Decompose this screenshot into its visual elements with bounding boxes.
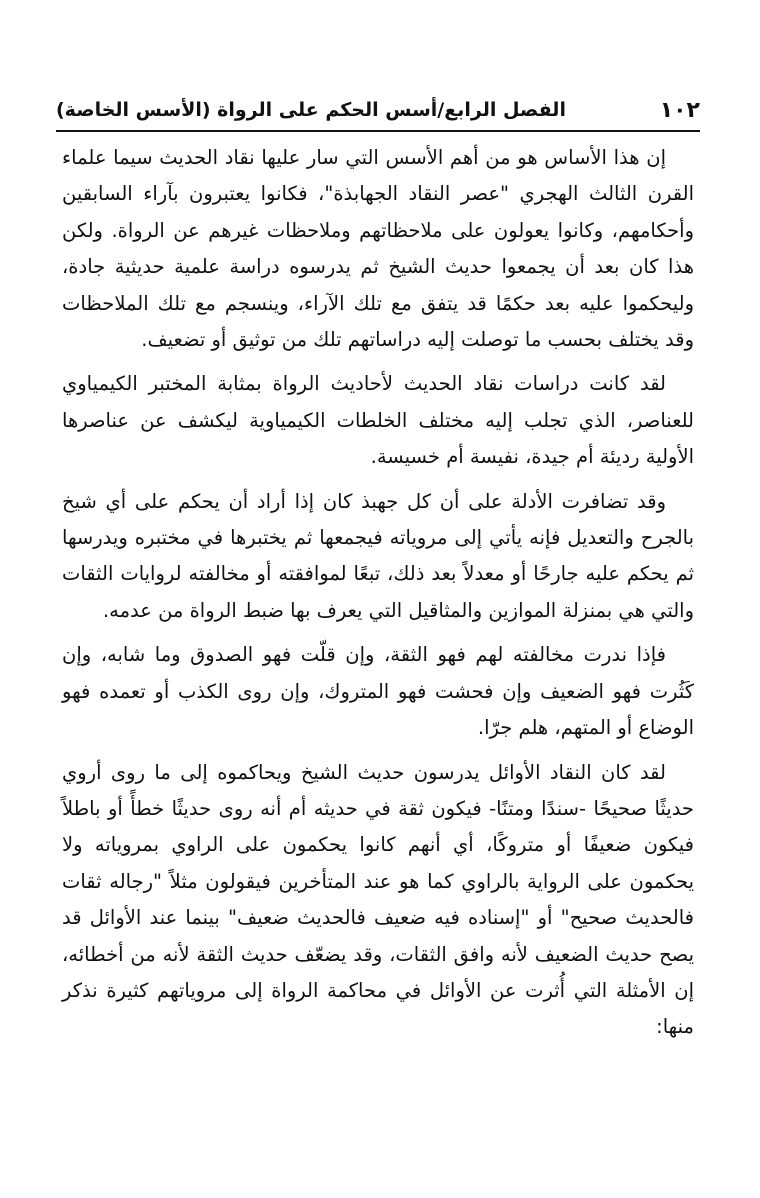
chapter-title: الفصل الرابع/أسس الحكم على الرواة (الأسس الخاصة) <box>56 99 566 121</box>
body-text <box>62 140 694 1054</box>
page-number: ١٠٢ <box>659 97 700 123</box>
paragraph: لقد كان النقاد الأوائل يدرسون حديث الشيخ ويحاكموه إلى ما روى أروي حديثًا صحيحًا -سندًا ومتنًا- فيكون ثقة في حديثه أم أنه روى حديثًا خطأً أو باطلاً فيكون ضعيفًا أو متروكًا، أي أنهم كانوا يحكمون على الراوي بمروياته ولا يحكمون على الرواية بالراوي كما هو عند المتأخرين فيقولون مثلاً "رجاله ثقات فالحديث صحيح" أو "إسناده فيه ضعيف فالحديث ضعيف" بينما عند الأوائل قد يصح حديث الضعيف لأنه وافق الثقات، وقد يضعّف حديث الثقة لأنه من أخطائه، إن الأمثلة التي أُثرت عن الأوائل في محاكمة الرواة إلى مروياتهم كثيرة نذكر منها: <box>62 760 694 1039</box>
running-header <box>56 90 700 132</box>
paragraph: فإذا ندرت مخالفته لهم فهو الثقة، وإن قلّت فهو الصدوق وما شابه، وإن كَثُرت فهو الضعيف وإن فحشت فهو المتروك، وإن روى الكذب أو تعمده فهو الوضاع أو المتهم، هلم جرّا. <box>62 643 694 740</box>
paragraph: إن هذا الأساس هو من أهم الأسس التي سار عليها نقاد الحديث سيما علماء القرن الثالث الهجري "عصر النقاد الجهابذة"، فكانوا يعتبرون بآراء السابقين وأحكامهم، وكانوا يعولون على ملاحظاتهم وملاحظات غيرهم عن الرواة. ولكن هذا كان بعد أن يجمعوا حديث الشيخ ثم يدرسوه دراسة علمية حديثية جادة، وليحكموا عليه بعد حكمًا قد يتفق مع تلك الآراء، وينسجم مع تلك الملاحظات وقد يختلف بحسب ما توصلت إليه دراساتهم تلك من توثيق أو تضعيف. <box>62 146 694 352</box>
paragraph: لقد كانت دراسات نقاد الحديث لأحاديث الرواة بمثابة المختبر الكيمياوي للعناصر، الذي تجلب إليه مختلف الخلطات الكيمياوية ليكشف عن عناصرها الأولية رديئة أم جيدة، نفيسة أم خسيسة. <box>62 372 694 469</box>
paragraph: وقد تضافرت الأدلة على أن كل جهبذ كان إذا أراد أن يحكم على أي شيخ بالجرح والتعديل فإنه يأتي إلى مروياته فيجمعها ثم يختبرها في مختبره ويدرسها ثم يحكم عليه جارحًا أو معدلاً بعد ذلك، تبعًا لموافقته أو مخالفته لروايات الثقات والتي هي بمنزلة الموازين والمثاقيل التي يعرف بها ضبط الرواة من عدمه. <box>62 489 694 622</box>
